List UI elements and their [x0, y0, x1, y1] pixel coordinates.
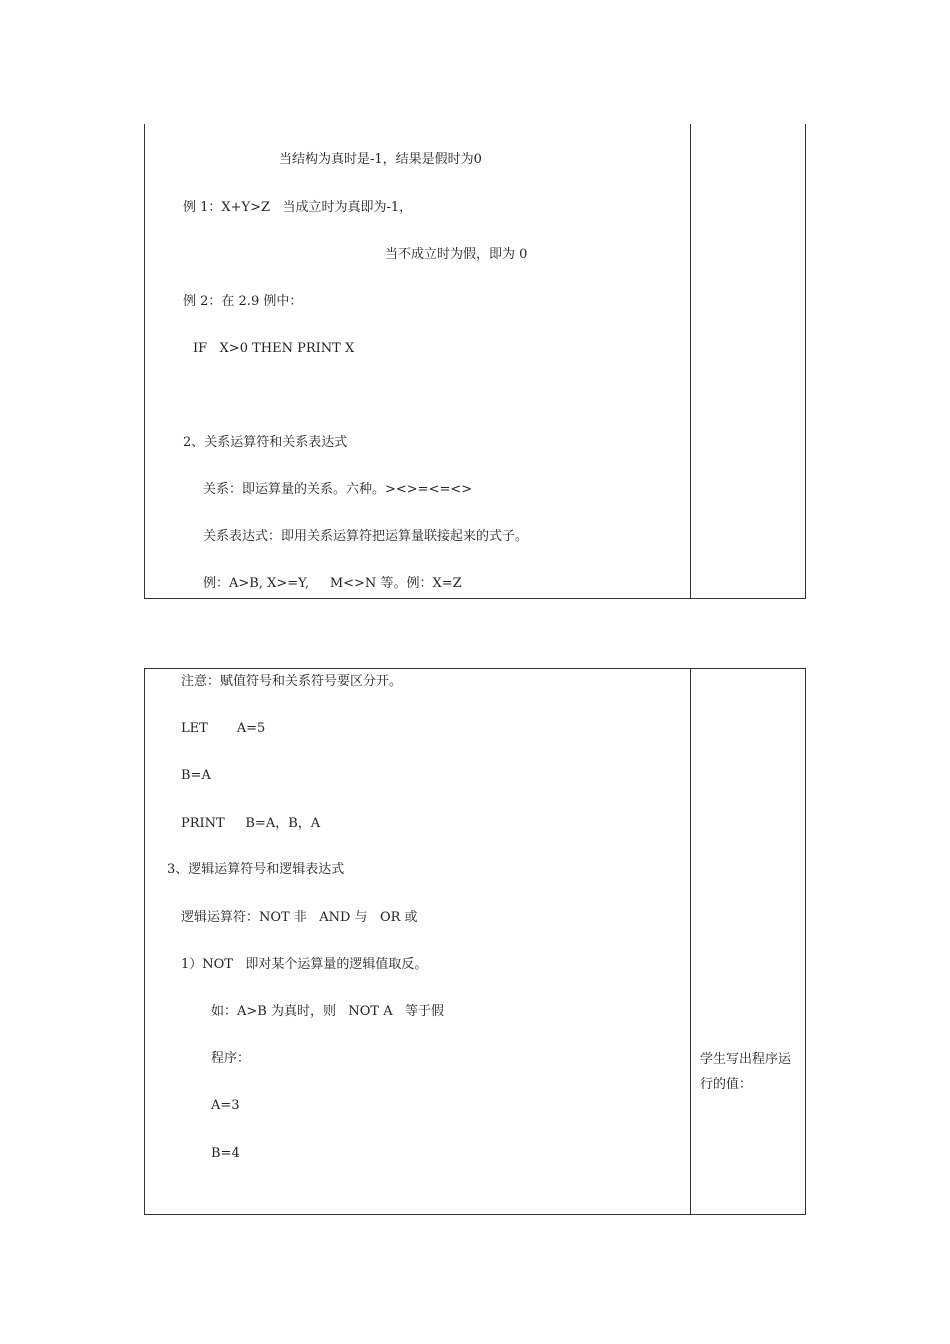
text-line: 关系：即运算量的关系。六种。><>=<=<>: [203, 482, 473, 497]
text-line: 当结构为真时是-1，结果是假时为0: [279, 152, 482, 167]
text-line: 程序：: [211, 1051, 251, 1066]
code-line: LET A=5: [181, 721, 266, 736]
section-heading: 2、关系运算符和关系表达式: [183, 435, 348, 450]
text-line: 当不成立时为假，即为 0: [385, 247, 528, 262]
code-line: B=4: [211, 1146, 240, 1161]
code-line: PRINT B=A，B，A: [181, 816, 321, 831]
section-heading: 3、逻辑运算符号和逻辑表达式: [167, 862, 345, 877]
text-line: 1）NOT 即对某个运算量的逻辑值取反。: [181, 957, 428, 972]
text-line: 逻辑运算符：NOT 非 AND 与 OR 或: [181, 910, 418, 925]
code-line: B=A: [181, 768, 211, 783]
text-line: 关系表达式：即用关系运算符把运算量联接起来的式子。: [203, 529, 529, 544]
side-note: 学生写出程序运行的值：: [700, 1052, 792, 1092]
column-divider: [690, 669, 691, 1214]
code-line: IF X>0 THEN PRINT X: [193, 341, 355, 356]
column-divider: [690, 124, 691, 598]
text-line: 如：A>B 为真时，则 NOT A 等于假: [211, 1004, 444, 1019]
text-line: 例：A>B, X>=Y, M<>N 等。例：X=Z: [203, 576, 462, 591]
text-line: 注意：赋值符号和关系符号要区分开。: [181, 674, 403, 689]
table-block-2: [144, 668, 806, 1215]
text-line: 例 1：X+Y>Z 当成立时为真即为-1，: [183, 200, 413, 215]
code-line: A=3: [211, 1098, 240, 1113]
table-block-1: [144, 124, 806, 599]
text-line: 例 2：在 2.9 例中：: [183, 294, 303, 309]
